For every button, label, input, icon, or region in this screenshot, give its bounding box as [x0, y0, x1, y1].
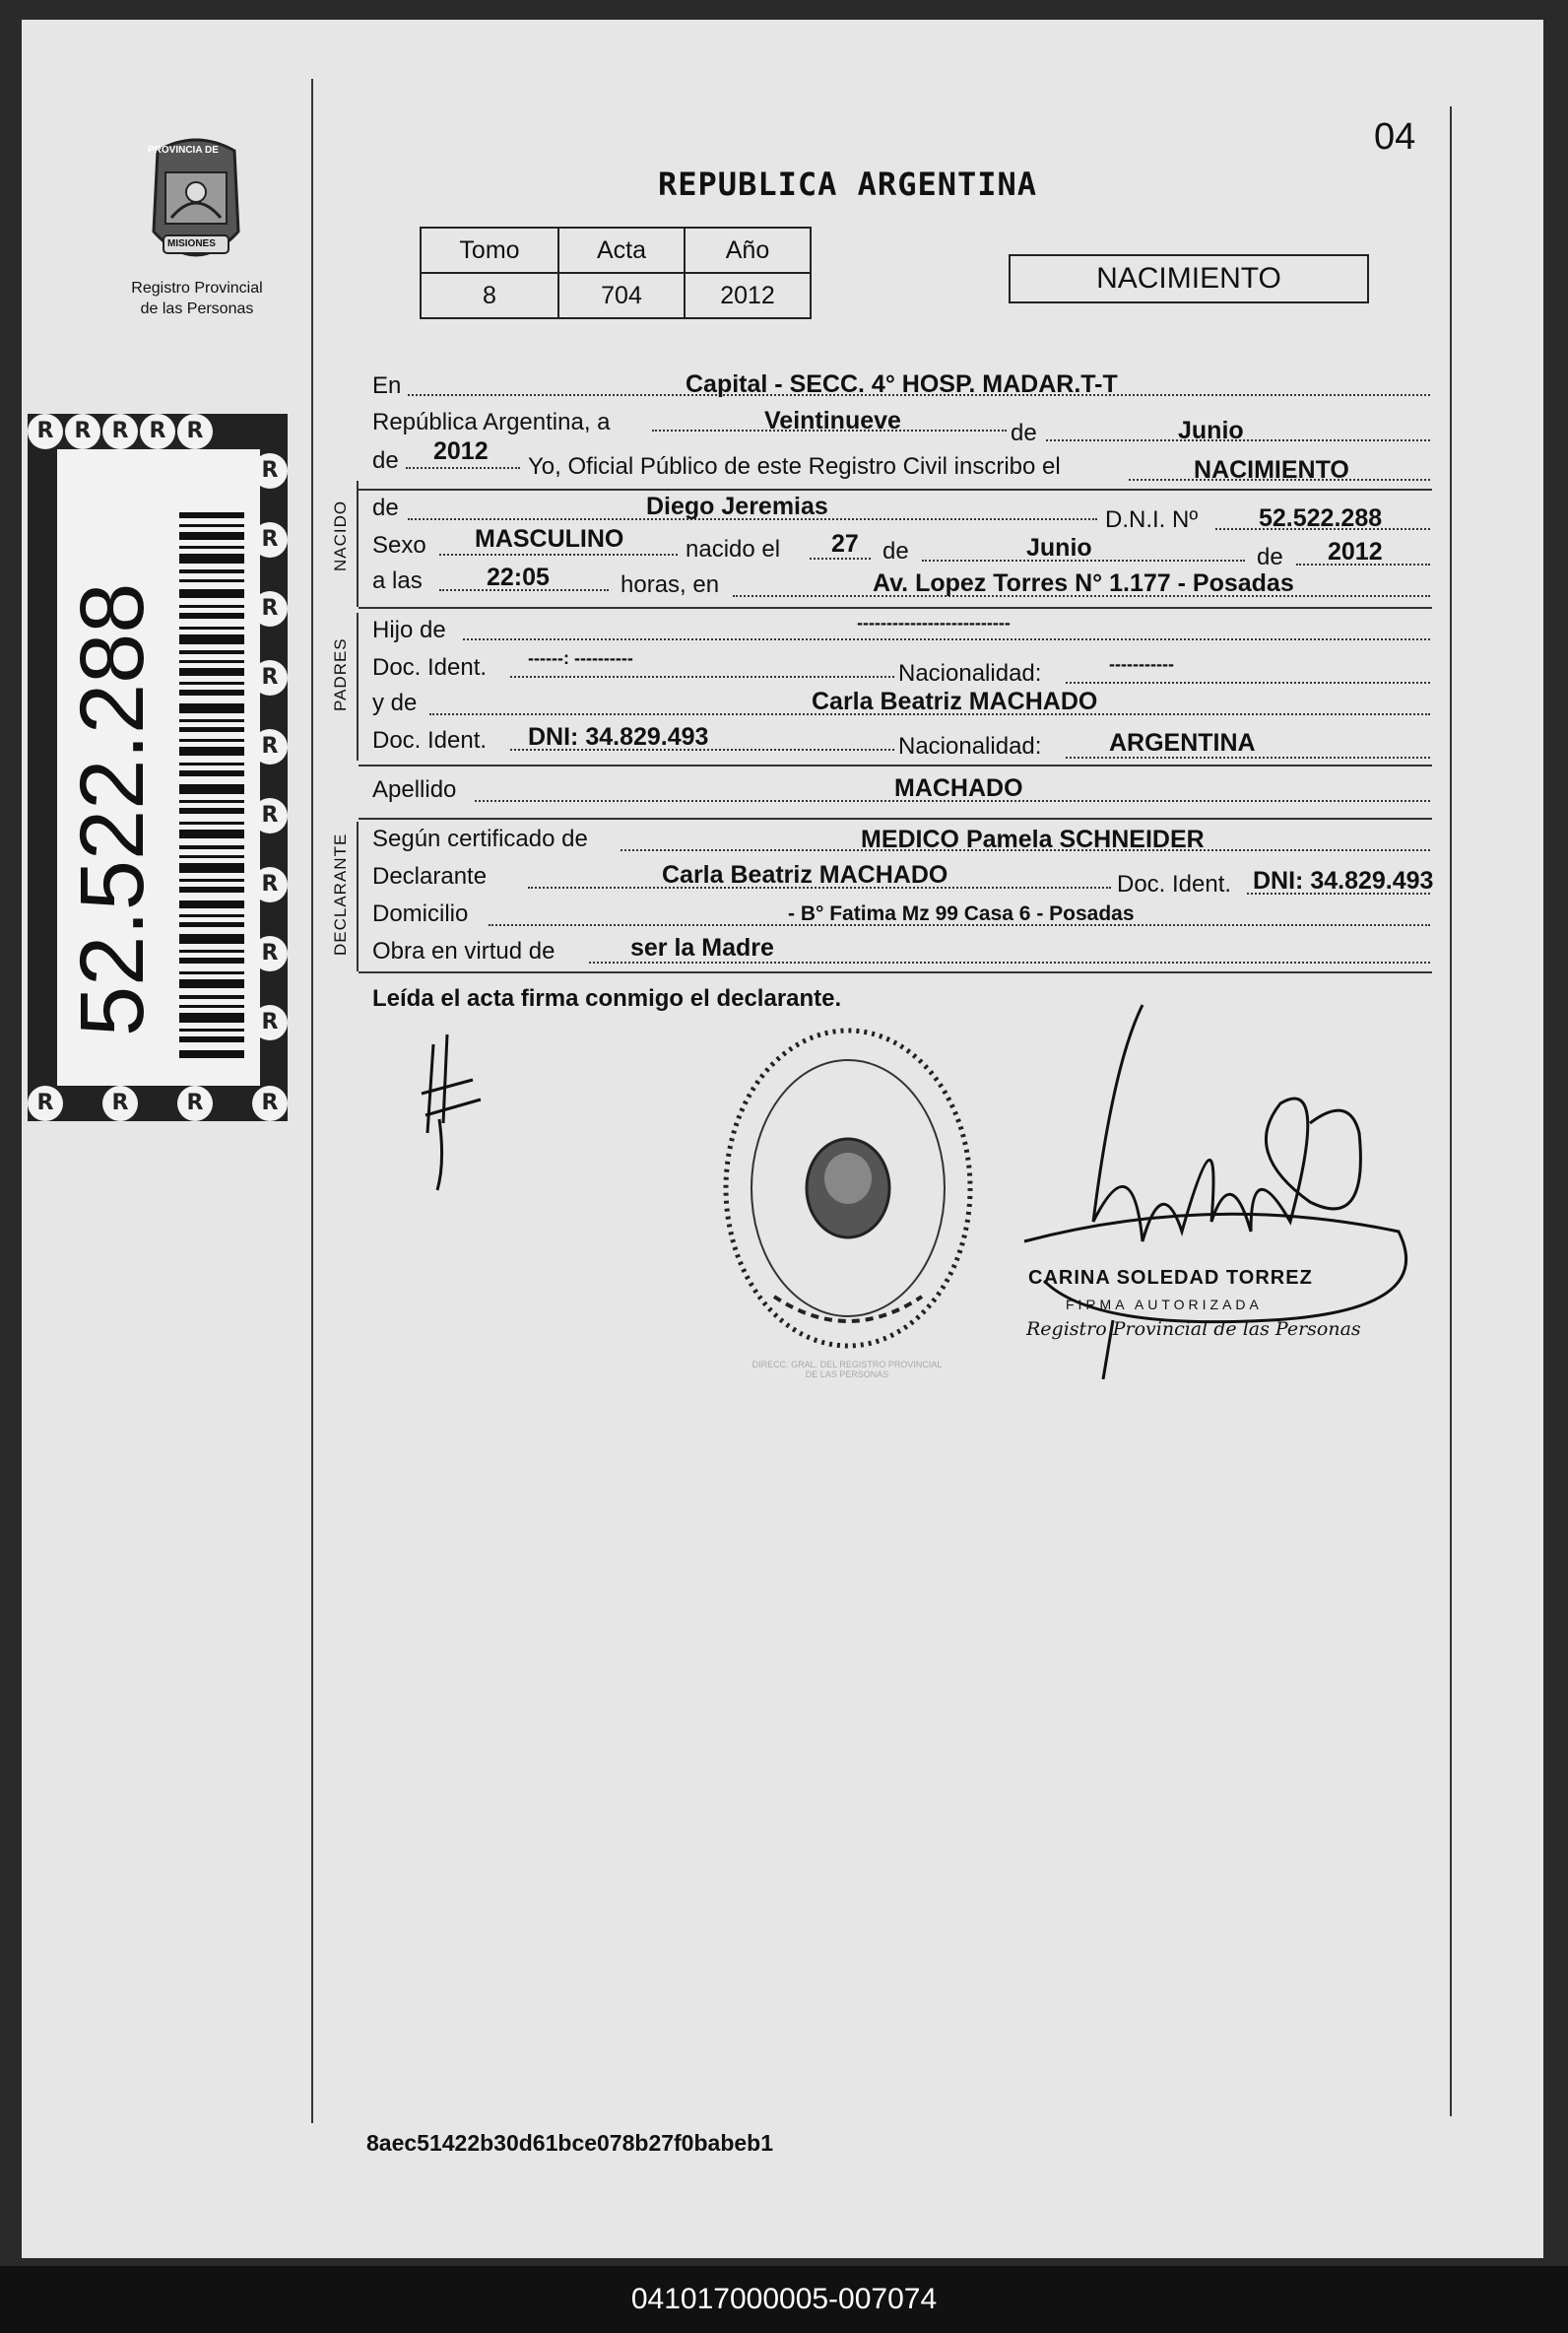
- label-dni: D.N.I. Nº: [1105, 506, 1199, 533]
- official-seal: [715, 1021, 981, 1356]
- right-margin-line: [1450, 106, 1452, 2116]
- security-tile: R: [252, 798, 288, 833]
- security-tile: R: [102, 414, 138, 449]
- tomo-value: 8: [421, 273, 558, 318]
- value-nac-dia: 27: [831, 530, 859, 558]
- security-tile: R: [65, 414, 100, 449]
- officer-org: Registro Provincial de las Personas: [1026, 1318, 1361, 1340]
- security-tile: R: [102, 1086, 138, 1121]
- security-tile: R: [252, 729, 288, 765]
- security-tile: R: [28, 414, 63, 449]
- security-tile: R: [252, 1086, 288, 1121]
- value-acto: NACIMIENTO: [1194, 456, 1349, 484]
- security-tile: R: [252, 660, 288, 696]
- value-decl-doc: DNI: 34.829.493: [1253, 867, 1434, 895]
- registry-name-line1: Registro Provincial: [131, 280, 263, 297]
- separator-2: [359, 607, 1432, 609]
- nacido-section-line: [357, 481, 359, 607]
- security-tile: R: [252, 453, 288, 489]
- label-yo: Yo, Oficial Público de este Registro Civil inscribo el: [528, 453, 1061, 480]
- label-a-las: a las: [372, 567, 423, 594]
- padres-section-line: [357, 613, 359, 761]
- separator-1: [359, 489, 1432, 491]
- separator-3: [359, 765, 1432, 767]
- tomo-acta-anio-table: [420, 227, 812, 319]
- line-sexo: [439, 554, 678, 556]
- section-label-nacido: NACIDO: [331, 500, 350, 571]
- value-sexo: MASCULINO: [475, 525, 624, 553]
- value-hora: 22:05: [487, 564, 550, 591]
- declarante-section-line: [357, 822, 359, 971]
- label-padre-nacionalidad: Nacionalidad:: [898, 660, 1042, 687]
- acta-header: Acta: [558, 228, 685, 273]
- value-lugar: Capital - SECC. 4° HOSP. MADAR.T-T: [686, 370, 1118, 398]
- line-padre-nac: [1066, 682, 1430, 684]
- seal-text: DIRECC. GRAL. DEL REGISTRO PROVINCIAL DE LAS PERSONAS: [751, 1360, 943, 1379]
- section-label-padres: PADRES: [331, 637, 350, 711]
- value-madre-nac: ARGENTINA: [1109, 729, 1256, 757]
- tomo-header: Tomo: [421, 228, 558, 273]
- value-lugar-nac: Av. Lopez Torres N° 1.177 - Posadas: [873, 569, 1294, 597]
- value-obra: ser la Madre: [630, 934, 774, 962]
- label-apellido: Apellido: [372, 776, 457, 803]
- security-tile: R: [252, 867, 288, 902]
- label-de-anio: de: [372, 447, 399, 474]
- value-nac-mes: Junio: [1026, 534, 1092, 562]
- document-hash: 8aec51422b30d61bce078b27f0babeb1: [366, 2130, 774, 2156]
- page-number: 04: [1374, 116, 1416, 158]
- country-title: REPUBLICA ARGENTINA: [658, 166, 1038, 203]
- separator-5: [359, 971, 1432, 973]
- label-domicilio: Domicilio: [372, 900, 469, 927]
- label-madre-nacionalidad: Nacionalidad:: [898, 733, 1042, 760]
- label-de-nombre: de: [372, 495, 399, 521]
- value-nombre: Diego Jeremias: [646, 493, 828, 520]
- label-padre-doc: Doc. Ident.: [372, 654, 488, 681]
- value-dni: 52.522.288: [1259, 504, 1383, 532]
- line-anio: [406, 467, 520, 469]
- anio-header: Año: [685, 228, 811, 273]
- logo-text-top: PROVINCIA DE: [148, 145, 219, 156]
- label-decl-doc: Doc. Ident.: [1117, 871, 1232, 898]
- label-madre-doc: Doc. Ident.: [372, 727, 488, 754]
- label-nacido-el: nacido el: [686, 536, 781, 563]
- value-declarante: Carla Beatriz MACHADO: [662, 861, 948, 889]
- value-domicilio: - B° Fatima Mz 99 Casa 6 - Posadas: [788, 902, 1135, 925]
- value-padre-nac: -----------: [1109, 654, 1174, 674]
- security-tile: R: [252, 522, 288, 558]
- value-padre-doc: ------: ----------: [528, 648, 633, 668]
- label-obra: Obra en virtud de: [372, 938, 555, 965]
- anio-value: 2012: [685, 273, 811, 318]
- acta-value: 704: [558, 273, 685, 318]
- value-anio: 2012: [433, 437, 489, 465]
- line-padre-doc: [510, 676, 894, 678]
- value-madre-doc: DNI: 34.829.493: [528, 723, 709, 751]
- label-horas-en: horas, en: [621, 571, 720, 598]
- footer-code: 041017000005-007074: [0, 2266, 1568, 2333]
- left-margin-line: [311, 79, 313, 2123]
- label-de-mes: de: [1011, 420, 1037, 446]
- value-mes: Junio: [1178, 417, 1244, 444]
- value-madre: Carla Beatriz MACHADO: [812, 688, 1098, 715]
- value-padre: --------------------------: [857, 613, 1011, 633]
- value-dia-letras: Veintinueve: [764, 407, 901, 434]
- label-de-nac-anio: de: [1257, 544, 1283, 570]
- barcode-number: 52.522.288: [62, 582, 163, 1036]
- security-tile: R: [252, 936, 288, 971]
- label-de-nac-mes: de: [882, 538, 909, 565]
- registry-name-line2: de las Personas: [140, 300, 254, 317]
- label-declarante: Declarante: [372, 863, 488, 890]
- closing-statement: Leída el acta firma conmigo el declarante.: [372, 985, 842, 1012]
- logo-text-bottom: MISIONES: [167, 238, 216, 249]
- barcode-bars: [179, 512, 244, 1064]
- label-segun: Según certificado de: [372, 826, 588, 852]
- label-sexo: Sexo: [372, 532, 426, 559]
- officer-name: CARINA SOLEDAD TORREZ: [1028, 1267, 1313, 1289]
- document-type-box: NACIMIENTO: [1009, 254, 1369, 303]
- security-tile: R: [177, 1086, 213, 1121]
- security-tile: R: [252, 591, 288, 627]
- officer-role: FIRMA AUTORIZADA: [1066, 1297, 1263, 1312]
- label-republica: República Argentina, a: [372, 409, 611, 435]
- security-tile: R: [177, 414, 213, 449]
- value-certificado: MEDICO Pamela SCHNEIDER: [861, 826, 1205, 853]
- line-padre: [463, 638, 1430, 640]
- separator-4: [359, 818, 1432, 820]
- security-tile: R: [252, 1005, 288, 1040]
- declarant-signature: [404, 1025, 502, 1192]
- security-tile: R: [28, 1086, 63, 1121]
- label-en: En: [372, 372, 402, 399]
- value-apellido: MACHADO: [894, 774, 1023, 802]
- label-y-de: y de: [372, 690, 418, 716]
- security-tile: R: [140, 414, 175, 449]
- label-hijo-de: Hijo de: [372, 617, 446, 643]
- section-label-declarante: DECLARANTE: [331, 833, 350, 956]
- value-nac-anio: 2012: [1328, 538, 1383, 566]
